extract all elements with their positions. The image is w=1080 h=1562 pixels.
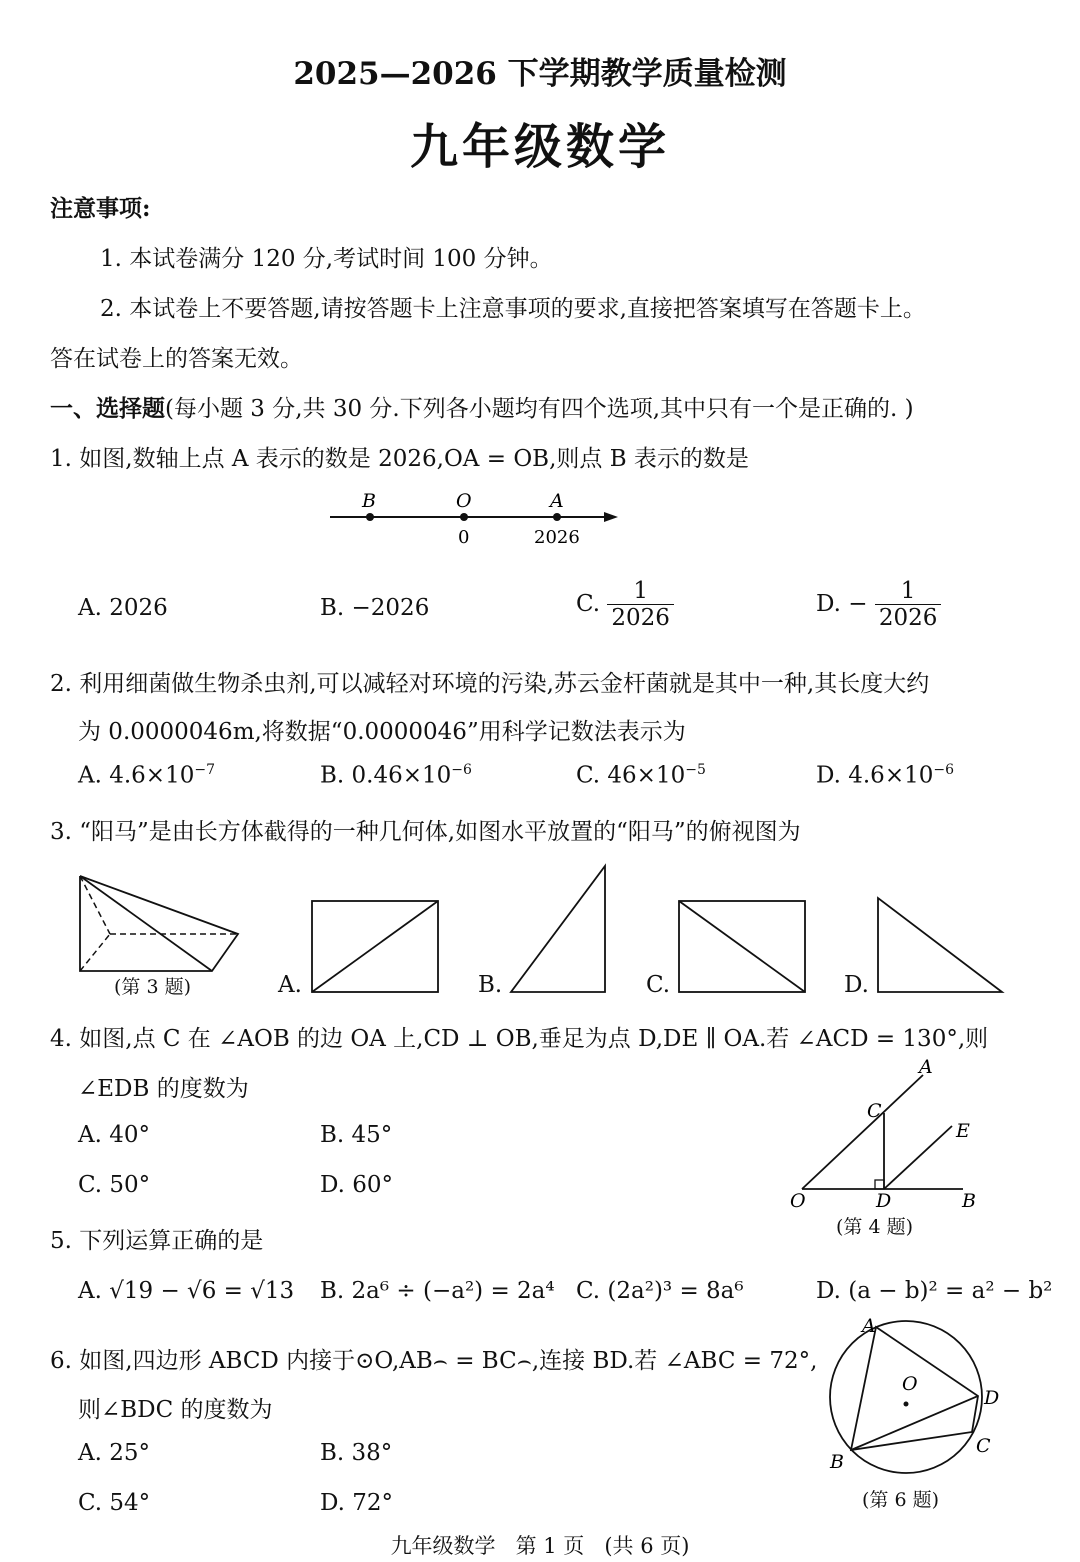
q6-option-b: B. 38° bbox=[320, 1440, 393, 1466]
q6-stem-line2: 则∠BDC 的度数为 bbox=[78, 1397, 273, 1423]
q6-caption: (第 6 题) bbox=[862, 1489, 939, 1511]
label-o: O bbox=[456, 490, 472, 512]
q1-c-denominator: 2026 bbox=[611, 605, 670, 632]
q1-stem: 1. 如图,数轴上点 A 表示的数是 2026,OA = OB,则点 B 表示的数是 bbox=[50, 446, 749, 472]
fig6-label-c: C bbox=[976, 1435, 991, 1457]
q3-option-a-label: A. bbox=[278, 972, 302, 998]
q6-option-a: A. 25° bbox=[78, 1440, 150, 1466]
q1-option-c-fraction bbox=[607, 578, 674, 632]
q4-figure bbox=[780, 1055, 1000, 1215]
point-o-dot bbox=[460, 513, 468, 521]
q2-c-exponent: −5 bbox=[685, 762, 706, 778]
triangle-d bbox=[878, 898, 1002, 992]
q2-option-c bbox=[576, 762, 706, 789]
q3-option-a-figure bbox=[305, 895, 445, 1000]
q2-b-exponent: −6 bbox=[451, 762, 472, 778]
right-angle-mark bbox=[875, 1180, 884, 1189]
q1-option-c bbox=[576, 578, 674, 632]
notice-item-1: 1. 本试卷满分 120 分,考试时间 100 分钟。 bbox=[100, 246, 553, 272]
q1-option-d bbox=[816, 578, 941, 632]
subject-title: 九年级数学 bbox=[409, 119, 670, 175]
q1-option-d-label: D. − bbox=[816, 590, 868, 617]
section-desc: (每小题 3 分,共 30 分.下列各小题均有四个选项,其中只有一个是正确的. ) bbox=[165, 396, 914, 422]
q1-number-line bbox=[320, 485, 640, 555]
notice-item-2: 2. 本试卷上不要答题,请按答题卡上注意事项的要求,直接把答案填写在答题卡上。 bbox=[100, 296, 926, 322]
q5-option-c: C. (2a²)³ = 8a⁶ bbox=[576, 1278, 744, 1304]
q5-option-a: A. √19 − √6 = √13 bbox=[78, 1278, 295, 1304]
solid-edge bbox=[80, 876, 212, 971]
q4-stem-line1: 4. 如图,点 C 在 ∠AOB 的边 OA 上,CD ⊥ OB,垂足为点 D,DE ∥ OA.若 ∠ACD = 130°,则 bbox=[50, 1026, 989, 1052]
q1-d-numerator: 1 bbox=[875, 578, 942, 605]
q2-a-exponent: −7 bbox=[194, 762, 215, 778]
q2-b-base: B. 0.46×10 bbox=[320, 762, 452, 789]
ray-oa bbox=[802, 1075, 923, 1189]
fig4-label-c: C bbox=[867, 1100, 882, 1122]
label-b: B bbox=[362, 490, 376, 512]
q6-option-d: D. 72° bbox=[320, 1490, 394, 1516]
q4-caption: (第 4 题) bbox=[836, 1216, 913, 1238]
q1-d-denominator: 2026 bbox=[878, 605, 938, 632]
fig4-label-a: A bbox=[919, 1056, 933, 1078]
notice-item-2-cont: 答在试卷上的答案无效。 bbox=[50, 346, 303, 372]
q2-stem-line1: 2. 利用细菌做生物杀虫剂,可以减轻对环境的污染,苏云金杆菌就是其中一种,其长度大约 bbox=[50, 671, 930, 697]
section-heading bbox=[50, 390, 914, 423]
q4-stem-line2: ∠EDB 的度数为 bbox=[78, 1076, 249, 1102]
center-dot bbox=[904, 1402, 909, 1407]
fig4-label-e: E bbox=[956, 1120, 970, 1142]
fig4-label-d: D bbox=[876, 1190, 892, 1212]
q2-d-exponent: −6 bbox=[933, 762, 954, 778]
fig4-label-b: B bbox=[962, 1190, 976, 1212]
fig4-label-o: O bbox=[790, 1190, 806, 1212]
q1-c-numerator: 1 bbox=[607, 578, 674, 605]
section-title: 一、选择题 bbox=[50, 395, 165, 422]
q1-option-b: B. −2026 bbox=[320, 595, 430, 621]
label-2026: 2026 bbox=[534, 527, 580, 548]
q2-c-base: C. 46×10 bbox=[576, 762, 686, 789]
q3-option-b-label: B. bbox=[478, 972, 503, 998]
point-b-dot bbox=[366, 513, 374, 521]
solid-outline bbox=[80, 876, 238, 971]
q5-stem: 5. 下列运算正确的是 bbox=[50, 1228, 264, 1254]
fig6-label-o: O bbox=[902, 1373, 918, 1395]
q3-stem: 3. “阳马”是由长方体截得的一种几何体,如图水平放置的“阳马”的俯视图为 bbox=[50, 819, 801, 845]
q6-figure bbox=[820, 1312, 1010, 1482]
q2-a-base: A. 4.6×10 bbox=[78, 762, 195, 789]
q3-option-d-label: D. bbox=[844, 972, 869, 998]
q3-solid-figure bbox=[70, 868, 250, 978]
q5-option-d: D. (a − b)² = a² − b² bbox=[816, 1278, 1053, 1304]
exam-title: 2025—2026 下学期教学质量检测 bbox=[293, 56, 787, 92]
q3-option-d-figure bbox=[870, 890, 1010, 1000]
ray-de bbox=[884, 1126, 952, 1189]
segment-bd bbox=[851, 1396, 978, 1450]
q4-option-c: C. 50° bbox=[78, 1172, 151, 1198]
diag-c bbox=[679, 901, 805, 992]
notice-heading: 注意事项: bbox=[50, 195, 151, 222]
label-zero: 0 bbox=[458, 527, 470, 548]
fig6-label-b: B bbox=[830, 1451, 844, 1473]
point-a-dot bbox=[553, 513, 561, 521]
fig6-label-a: A bbox=[862, 1315, 876, 1337]
q2-option-a bbox=[78, 762, 215, 789]
q5-option-b: B. 2a⁶ ÷ (−a²) = 2a⁴ bbox=[320, 1278, 555, 1304]
q4-option-d: D. 60° bbox=[320, 1172, 394, 1198]
q4-option-b: B. 45° bbox=[320, 1122, 393, 1148]
q1-option-c-label: C. bbox=[576, 590, 601, 617]
q1-option-a: A. 2026 bbox=[78, 595, 168, 621]
q3-option-c-figure bbox=[672, 895, 812, 1000]
number-line-arrow bbox=[604, 512, 618, 522]
label-a: A bbox=[550, 490, 564, 512]
q1-option-d-fraction bbox=[875, 578, 942, 632]
q3-option-b-figure bbox=[505, 860, 615, 1000]
page-footer: 九年级数学 第 1 页 (共 6 页) bbox=[390, 1534, 690, 1558]
q2-option-d bbox=[816, 762, 954, 789]
q6-stem-line1: 6. 如图,四边形 ABCD 内接于⊙O,AB⌢ = BC⌢,连接 BD.若 ∠ABC = 72°, bbox=[50, 1348, 818, 1374]
q6-option-c: C. 54° bbox=[78, 1490, 151, 1516]
fig6-label-d: D bbox=[984, 1387, 1000, 1409]
q3-option-c-label: C. bbox=[646, 972, 671, 998]
hidden-edge-1 bbox=[80, 934, 110, 971]
triangle-b bbox=[511, 866, 605, 992]
diag-a bbox=[312, 901, 438, 992]
q2-d-base: D. 4.6×10 bbox=[816, 762, 934, 789]
q2-option-b bbox=[320, 762, 472, 789]
q2-stem-line2: 为 0.0000046m,将数据“0.0000046”用科学记数法表示为 bbox=[78, 719, 686, 745]
q3-caption: (第 3 题) bbox=[114, 976, 191, 998]
q4-option-a: A. 40° bbox=[78, 1122, 150, 1148]
